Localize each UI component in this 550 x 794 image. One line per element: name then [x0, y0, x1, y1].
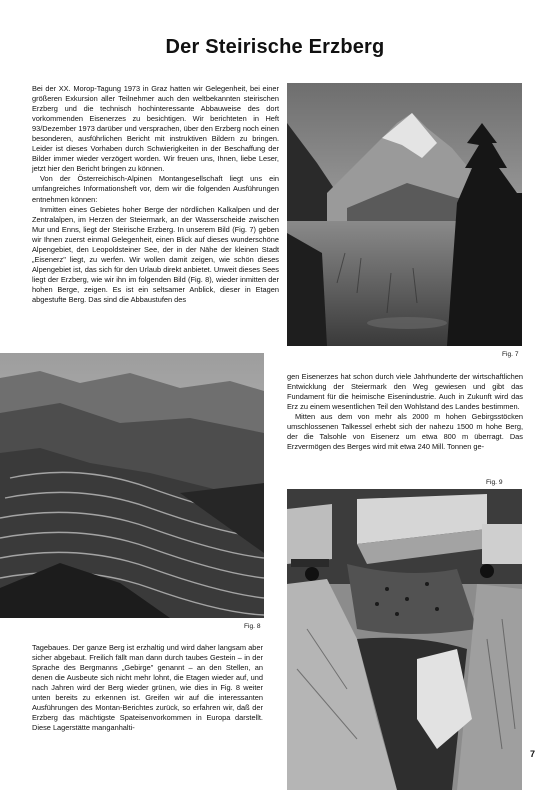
page-title: Der Steirische Erzberg	[165, 36, 385, 58]
paragraph: Inmitten eines Gebietes hoher Berge der nördlichen Kalkalpen und der Zentralalpen, im Herzen der Steiermark, an der Wasserscheide zwischen Mur und Enns, liegt der Steirische Erzberg. In unserem Bild (Fig. 7) geben wir Ihnen zuerst einmal Gelegenheit, einen Blick auf dieses wunderschöne Alpengebiet, den Leopoldsteiner See, der in der Nähe der kleinen Stadt „Eisenerz" liegt, zu werfen. Wir wollen damit zeigen, wie schön dieses Alpengebiet ist, das sich für den Urlaub direkt anbietet. Unweit dieses Sees liegt der Erzberg, wie wir ihn im folgenden Bild (Fig. 8), wieder inmitten der hohen Berge, zeigen. Es ist ein seltsamer Anblick, dieser in Etagen abgestufte Berg. Das sind die Abbaustufen des	[32, 204, 279, 304]
figure-9-photo	[287, 489, 522, 790]
figure-7-photo	[287, 83, 522, 346]
figure-9-caption: Fig. 9	[486, 479, 503, 486]
terraced-mine-photo-icon	[0, 353, 264, 618]
figure-8-caption: Fig. 8	[244, 623, 261, 630]
page-number: 7	[530, 749, 536, 759]
right-column	[287, 372, 523, 452]
ore-wagon-dump-photo-icon	[287, 489, 522, 790]
lower-left-column	[32, 643, 263, 733]
paragraph: Mitten aus dem von mehr als 2000 m hohen Gebirgsstöcken umschlossenen Talkessel erhebt sich der nahezu 1500 m hohe Berg, der die Talsohle von Eisenerz um etwa 800 m überragt. Das Erzvermögen des Berges wird mit etwa 240 Mill. Tonnen ge-	[287, 412, 523, 452]
figure-7-caption: Fig. 7	[502, 351, 519, 358]
paragraph: Tagebaues. Der ganze Berg ist erzhaltig und wird daher langsam aber sicher abgebaut. Freilich fällt man dann durch taubes Gestein – in der Sprache des Bergmanns „Gebirge" genannt – an den Stellen, an denen die Ausbeute sich nicht mehr lohnt, die Etagen wieder auf, und nach Jahren wird der Berg wieder grünen, wie dies in Fig. 8 weiter unten bereits zu erkennen ist. Greifen wir auf die interessanten Ausführungen des Montan-Berichtes zurück, so erfahren wir, daß der Erzberg das mächtigste Spateisenvorkommen in Europa darstellt. Diese Lagerstätte manganhalti-	[32, 643, 263, 733]
paragraph: Bei der XX. Morop-Tagung 1973 in Graz hatten wir Gelegenheit, bei einer größeren Exkursion aller Teilnehmer auch den weltbekannten steirischen Erzberg und die technisch hochinteressante Abbauweise des dort vorkommenden Eisenerzes zu besichtigen. Wir berichteten in Heft 93/Dezember 1973 darüber und versprachen, über den Erzberg noch einen besonderen, ausführlichen Bericht mit instruktiven Bildern zu bringen. Leider ist dieses Vorhaben durch Schwierigkeiten in der Beschaffung der Bilder immer wieder verzögert worden. Wir freuen uns, Ihnen, liebe Leser, jetzt hier den Bericht bringen zu können.	[32, 84, 279, 174]
figure-8-photo	[0, 353, 264, 618]
paragraph: gen Eisenerzes hat schon durch viele Jahrhunderte der wirtschaftlichen Entwicklung der Steiermark den Weg gewiesen und gibt das Fundament für die heimische Eisenindustrie. Auch in Zukunft wird das Erz zu einem wesentlichen Teil den Wohlstand des Landes bestimmen.	[287, 372, 523, 412]
intro-column	[32, 84, 279, 305]
paragraph: Von der Österreichisch-Alpinen Montangesellschaft liegt uns ein umfangreiches Informationsheft vor, dem wir die folgenden Ausführungen entnehmen können:	[32, 174, 279, 204]
mountain-lake-photo-icon	[287, 83, 522, 346]
